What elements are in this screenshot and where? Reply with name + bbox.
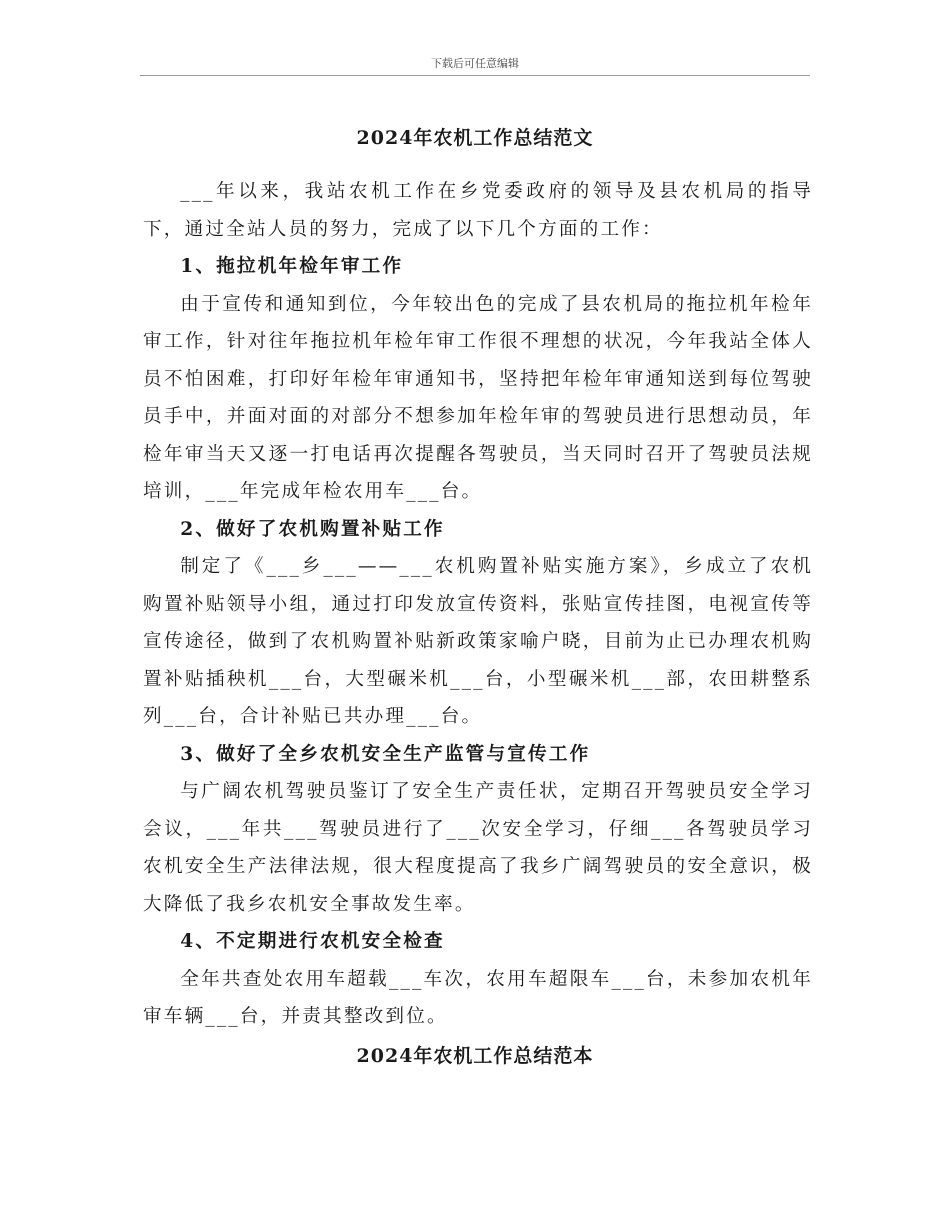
header-divider — [140, 75, 810, 76]
section-text-4: 全年共查处农用车超载___车次，农用车超限车___台，未参加农机年审车辆___台，并责其整改到位。 — [143, 968, 813, 1027]
document-body — [143, 173, 813, 1036]
document-title: 2024年农机工作总结范文 — [356, 127, 594, 149]
intro-paragraph: ___年以来，我站农机工作在乡党委政府的领导及县农机局的指导下，通过全站人员的努力，完成了以下几个方面的工作： — [143, 181, 813, 240]
section-text-3: 与广阔农机驾驶员鉴订了安全生产责任状，定期召开驾驶员安全学习会议，___年共___驾驶员进行了___次安全学习，仔细___各驾驶员学习农机安全生产法律法规，很大程度提高了我乡广阔驾驶员的安全意识，极大降低了我乡农机安全事故发生率。 — [143, 781, 813, 915]
section-text-1: 由于宣传和通知到位，今年较出色的完成了县农机局的拖拉机年检年审工作，针对往年拖拉机年检年审工作很不理想的状况，今年我站全体人员不怕困难，打印好年检年审通知书，坚持把年检年审通知送到每位驾驶员手中，并面对面的对部分不想参加年检年审的驾驶员进行思想动员，年检年审当天又逐一打电话再次提醒各驾驶员，当天同时召开了驾驶员法规培训，___年完成年检农用车___台。 — [143, 293, 813, 502]
section-heading-4: 4、不定期进行农机安全检查 — [180, 931, 445, 952]
next-document-title: 2024年农机工作总结范本 — [356, 1045, 594, 1067]
section-heading-3: 3、做好了全乡农机安全生产监管与宣传工作 — [180, 743, 591, 765]
header-note: 下载后可任意编辑 — [431, 57, 519, 70]
section-heading-1: 1、拖拉机年检年审工作 — [180, 256, 404, 277]
section-text-2: 制定了《___乡___——___农机购置补贴实施方案》，乡成立了农机购置补贴领导小组，通过打印发放宣传资料，张贴宣传挂图，电视宣传等宣传途径，做到了农机购置补贴新政策家喻户晓，目前为止已办理农机购置补贴插秧机___台，大型碾米机___台，小型碾米机___部，农田耕整系列___台，合计补贴已共办理___台。 — [143, 556, 813, 727]
section-heading-2: 2、做好了农机购置补贴工作 — [180, 518, 445, 540]
